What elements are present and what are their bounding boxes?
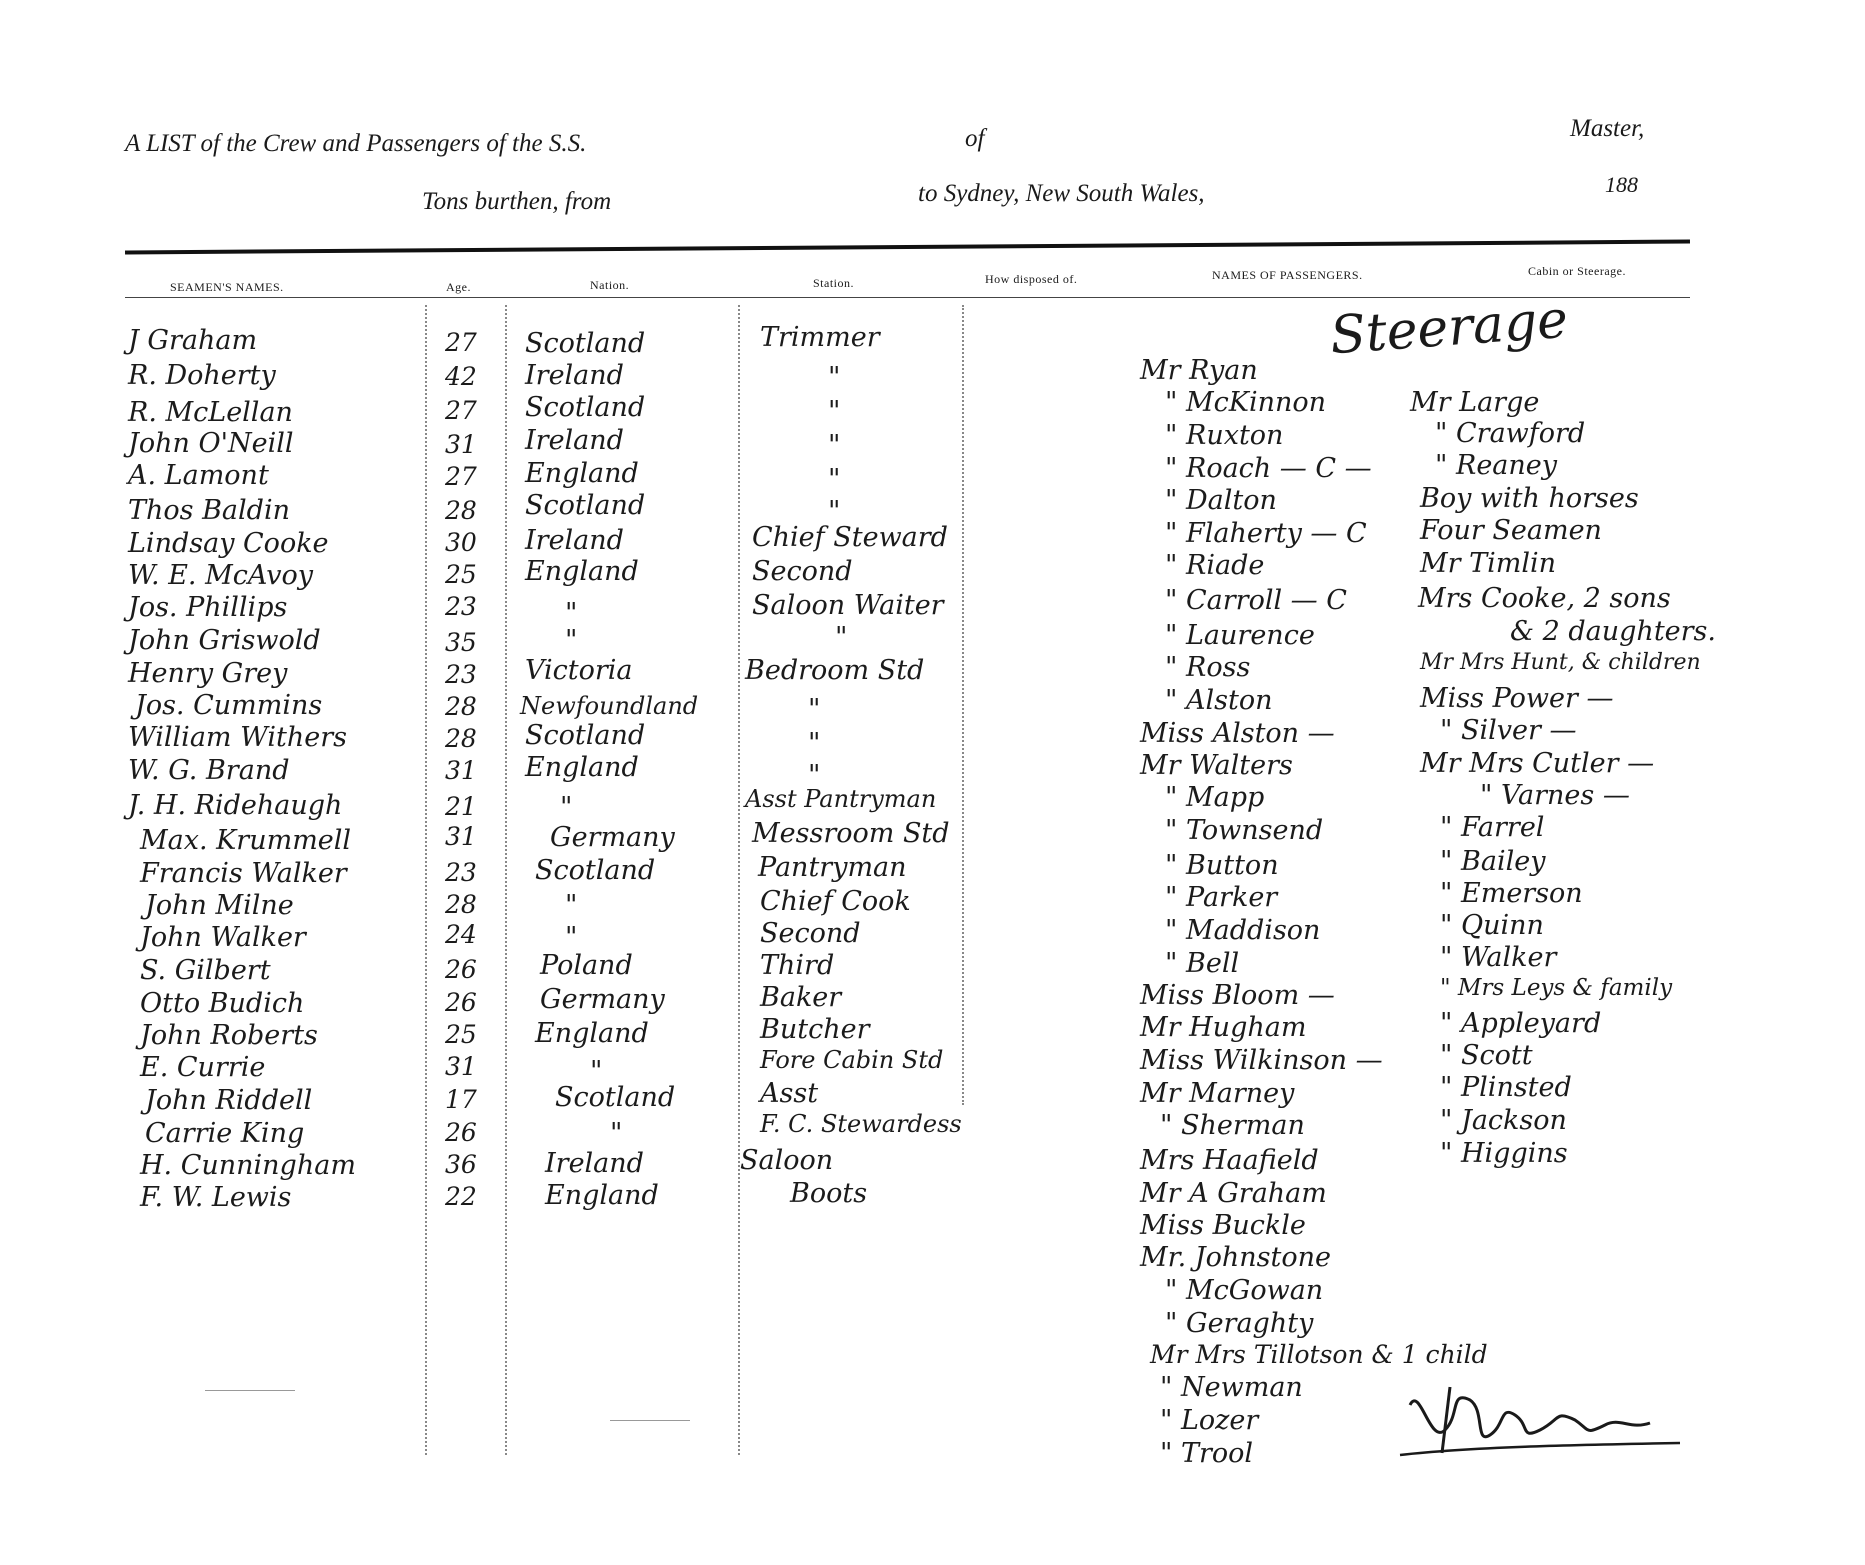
seaman-name: E. Currie: [140, 1052, 266, 1083]
seaman-age: 31: [445, 1052, 477, 1081]
faint-mark: [205, 1390, 295, 1391]
seaman-age: 25: [445, 560, 477, 589]
seaman-station: Second: [752, 556, 853, 587]
passenger-name: " Maddison: [1165, 915, 1321, 946]
seaman-name: S. Gilbert: [140, 955, 271, 986]
passenger-name: " Dalton: [1165, 485, 1277, 516]
column-divider: [738, 305, 740, 1455]
seaman-nation: Ireland: [525, 360, 624, 391]
seaman-station: Butcher: [760, 1014, 870, 1045]
seaman-age: 28: [445, 692, 477, 721]
passenger-name: " Roach — C —: [1165, 453, 1372, 484]
seaman-age: 36: [445, 1150, 477, 1179]
passenger-name: " Farrel: [1440, 812, 1545, 843]
seaman-station: Saloon: [740, 1145, 834, 1176]
seaman-name: William Withers: [128, 722, 347, 753]
passenger-name: Miss Buckle: [1140, 1210, 1306, 1241]
year-label: 188: [1605, 172, 1638, 197]
seaman-name: John Griswold: [128, 625, 321, 656]
passenger-name: " Trool: [1160, 1438, 1254, 1469]
col-how-disposed: How disposed of.: [985, 272, 1078, 286]
seaman-station: Asst Pantryman: [745, 785, 937, 813]
seaman-name: Jos. Phillips: [128, 592, 288, 623]
seaman-name: John Roberts: [140, 1020, 318, 1051]
seaman-age: 26: [445, 955, 477, 984]
seaman-nation: Germany: [550, 822, 675, 853]
seaman-station: Third: [760, 950, 835, 981]
seaman-nation: Scotland: [525, 490, 646, 521]
seaman-age: 25: [445, 1020, 477, 1049]
passenger-name: Mr Mrs Cutler —: [1420, 748, 1655, 779]
seaman-station: Boots: [790, 1178, 868, 1209]
seaman-nation: Scotland: [525, 720, 646, 751]
seaman-age: 23: [445, 592, 477, 621]
seaman-name: John Milne: [145, 890, 294, 921]
seaman-station: Second: [760, 918, 861, 949]
passenger-name: " Mrs Leys & family: [1440, 975, 1673, 1001]
passenger-name: " Flaherty — C: [1165, 518, 1367, 549]
seaman-station: ": [828, 362, 841, 393]
seaman-nation: ": [560, 792, 573, 823]
seaman-name: John O'Neill: [128, 428, 294, 459]
seaman-age: 24: [445, 920, 477, 949]
seaman-name: R. McLellan: [128, 397, 293, 428]
seaman-age: 31: [445, 430, 477, 459]
passenger-name: " Townsend: [1165, 815, 1324, 846]
tons-burthen-label: Tons burthen, from: [422, 188, 612, 215]
seaman-age: 23: [445, 660, 477, 689]
passenger-name: " Quinn: [1440, 910, 1544, 941]
master-signature: [1390, 1375, 1690, 1465]
passenger-name: " Jackson: [1440, 1105, 1567, 1136]
passenger-name: " Ross: [1165, 652, 1251, 683]
passenger-name: Mr Mrs Tillotson & 1 child: [1150, 1340, 1488, 1369]
passenger-name: " Geraghty: [1165, 1308, 1314, 1339]
column-divider: [505, 305, 507, 1455]
passenger-name: " Higgins: [1440, 1138, 1568, 1169]
seaman-station: ": [808, 760, 821, 791]
seaman-age: 22: [445, 1182, 477, 1211]
seaman-station: Baker: [760, 982, 842, 1013]
seaman-age: 30: [445, 528, 477, 557]
destination-label: to Sydney, New South Wales,: [918, 180, 1205, 207]
passenger-name: " Alston: [1165, 685, 1273, 716]
passenger-name: " Crawford: [1435, 418, 1586, 449]
seaman-nation: ": [590, 1056, 603, 1087]
seaman-station: ": [808, 728, 821, 759]
seaman-age: 26: [445, 1118, 477, 1147]
seaman-nation: ": [565, 625, 578, 656]
of-label: of: [965, 125, 985, 152]
passenger-name: Mr A Graham: [1140, 1178, 1327, 1209]
seaman-nation: Scotland: [555, 1082, 676, 1113]
seaman-name: Thos Baldin: [128, 495, 290, 526]
column-divider: [962, 305, 964, 1105]
master-label: Master,: [1570, 115, 1645, 142]
seaman-age: 31: [445, 756, 477, 785]
seaman-nation: ": [610, 1118, 623, 1149]
seaman-nation: England: [525, 556, 639, 587]
seaman-age: 27: [445, 328, 477, 357]
passenger-name: Mrs Cooke, 2 sons: [1418, 583, 1671, 614]
seaman-name: J Graham: [128, 325, 258, 356]
seaman-nation: England: [525, 458, 639, 489]
seaman-age: 17: [445, 1085, 477, 1114]
seaman-station: Bedroom Std: [745, 655, 925, 686]
passenger-name: " Appleyard: [1440, 1008, 1602, 1039]
seaman-name: W. E. McAvoy: [128, 560, 314, 591]
seaman-station: ": [828, 496, 841, 527]
seaman-nation: Ireland: [525, 525, 624, 556]
seaman-age: 31: [445, 822, 477, 851]
passenger-name: Mr Ryan: [1140, 355, 1258, 386]
seaman-age: 26: [445, 988, 477, 1017]
col-station: Station.: [813, 276, 855, 290]
seaman-age: 27: [445, 462, 477, 491]
passenger-name: " Riade: [1165, 550, 1265, 581]
seaman-nation: Poland: [540, 950, 633, 981]
seaman-name: Otto Budich: [140, 988, 305, 1019]
col-seamen-names: SEAMEN'S NAMES.: [170, 280, 284, 294]
passenger-name: " Bailey: [1440, 846, 1546, 877]
col-age: Age.: [446, 280, 471, 294]
passenger-name: Mr Marney: [1140, 1078, 1295, 1109]
passenger-name: " Silver —: [1440, 715, 1577, 746]
seaman-station: ": [828, 396, 841, 427]
seaman-name: F. W. Lewis: [140, 1182, 292, 1213]
passenger-name: Mr Timlin: [1420, 548, 1557, 579]
seaman-name: J. H. Ridehaugh: [128, 790, 343, 821]
passenger-name: " Ruxton: [1165, 420, 1284, 451]
seaman-name: R. Doherty: [128, 360, 276, 391]
faint-mark: [610, 1420, 690, 1421]
passenger-name: " Scott: [1440, 1040, 1533, 1071]
seaman-nation: ": [565, 922, 578, 953]
seaman-station: ": [828, 430, 841, 461]
seaman-age: 23: [445, 858, 477, 887]
passenger-name: " McGowan: [1165, 1275, 1324, 1306]
passenger-name: Mr. Johnstone: [1140, 1242, 1331, 1273]
steerage-heading: Steerage: [1328, 289, 1570, 367]
seaman-station: Trimmer: [760, 322, 880, 353]
seaman-nation: Newfoundland: [520, 692, 699, 720]
passenger-name: Boy with horses: [1420, 483, 1639, 514]
seaman-station: Pantryman: [758, 852, 907, 883]
seaman-age: 42: [445, 362, 477, 391]
passenger-name: " Plinsted: [1440, 1072, 1572, 1103]
seaman-name: Henry Grey: [128, 658, 288, 689]
seaman-name: John Walker: [140, 922, 306, 953]
seaman-nation: Victoria: [525, 655, 633, 686]
seaman-name: Lindsay Cooke: [128, 528, 329, 559]
seaman-station: Saloon Waiter: [752, 590, 944, 621]
seaman-nation: ": [565, 598, 578, 629]
seaman-station: Chief Cook: [760, 886, 911, 917]
passenger-name: " Laurence: [1165, 620, 1315, 651]
passenger-name: " Varnes —: [1480, 780, 1630, 811]
seaman-age: 28: [445, 724, 477, 753]
passenger-name: Miss Power —: [1420, 683, 1614, 714]
seaman-station: ": [808, 694, 821, 725]
seaman-station: Asst: [760, 1078, 819, 1109]
seaman-name: John Riddell: [145, 1085, 313, 1116]
col-nation: Nation.: [590, 278, 630, 292]
seaman-nation: England: [545, 1180, 659, 1211]
seaman-station: F. C. Stewardess: [760, 1110, 962, 1138]
passenger-name: Mr Walters: [1140, 750, 1293, 781]
seaman-station: Fore Cabin Std: [760, 1046, 944, 1074]
column-divider: [425, 305, 427, 1455]
passenger-name: " Carroll — C: [1165, 585, 1347, 616]
passenger-name: " Walker: [1440, 942, 1557, 973]
seaman-nation: Ireland: [525, 425, 624, 456]
seaman-nation: Ireland: [545, 1148, 644, 1179]
seaman-nation: Scotland: [535, 855, 656, 886]
passenger-name: " Button: [1165, 850, 1279, 881]
passenger-name: " Parker: [1165, 882, 1278, 913]
seaman-nation: Scotland: [525, 328, 646, 359]
seaman-station: Chief Steward: [752, 522, 948, 553]
seaman-nation: Scotland: [525, 392, 646, 423]
passenger-name: & 2 daughters.: [1510, 616, 1716, 647]
seaman-name: Francis Walker: [140, 858, 347, 889]
passenger-name: " Mapp: [1165, 782, 1265, 813]
passenger-name: Miss Bloom —: [1140, 980, 1335, 1011]
seaman-name: Max. Krummell: [140, 825, 352, 856]
col-cabin-steerage: Cabin or Steerage.: [1528, 264, 1626, 278]
passenger-name: " Lozer: [1160, 1405, 1259, 1436]
seaman-age: 21: [445, 792, 477, 821]
seaman-nation: England: [535, 1018, 649, 1049]
passenger-name: Mr Large: [1410, 387, 1540, 418]
passenger-name: " Reaney: [1435, 450, 1558, 481]
list-title: A LIST of the Crew and Passengers of the S.S.: [125, 130, 587, 157]
seaman-name: W. G. Brand: [128, 755, 290, 786]
seaman-name: Jos. Cummins: [135, 690, 323, 721]
passenger-name: Mrs Haafield: [1140, 1145, 1319, 1176]
header-rule: [125, 240, 1690, 255]
seaman-age: 28: [445, 890, 477, 919]
col-passenger-names: NAMES OF PASSENGERS.: [1212, 268, 1363, 282]
seaman-age: 35: [445, 628, 477, 657]
seaman-station: Messroom Std: [752, 818, 950, 849]
seaman-name: H. Cunningham: [140, 1150, 356, 1181]
passenger-name: Mr Hugham: [1140, 1012, 1307, 1043]
seaman-age: 28: [445, 496, 477, 525]
seaman-nation: Germany: [540, 984, 665, 1015]
seaman-name: Carrie King: [145, 1118, 305, 1149]
passenger-name: Mr Mrs Hunt, & children: [1420, 650, 1701, 675]
passenger-name: Four Seamen: [1420, 515, 1602, 546]
passenger-name: " Bell: [1165, 948, 1240, 979]
seaman-station: ": [828, 464, 841, 495]
seaman-station: ": [835, 622, 848, 653]
passenger-name: Miss Alston —: [1140, 718, 1335, 749]
seaman-name: A. Lamont: [128, 460, 269, 491]
seaman-age: 27: [445, 396, 477, 425]
seaman-nation: ": [565, 890, 578, 921]
passenger-name: " Newman: [1160, 1372, 1303, 1403]
passenger-name: " Sherman: [1160, 1110, 1305, 1141]
passenger-name: Miss Wilkinson —: [1140, 1045, 1383, 1076]
passenger-name: " McKinnon: [1165, 387, 1326, 418]
passenger-name: " Emerson: [1440, 878, 1583, 909]
seaman-nation: England: [525, 752, 639, 783]
